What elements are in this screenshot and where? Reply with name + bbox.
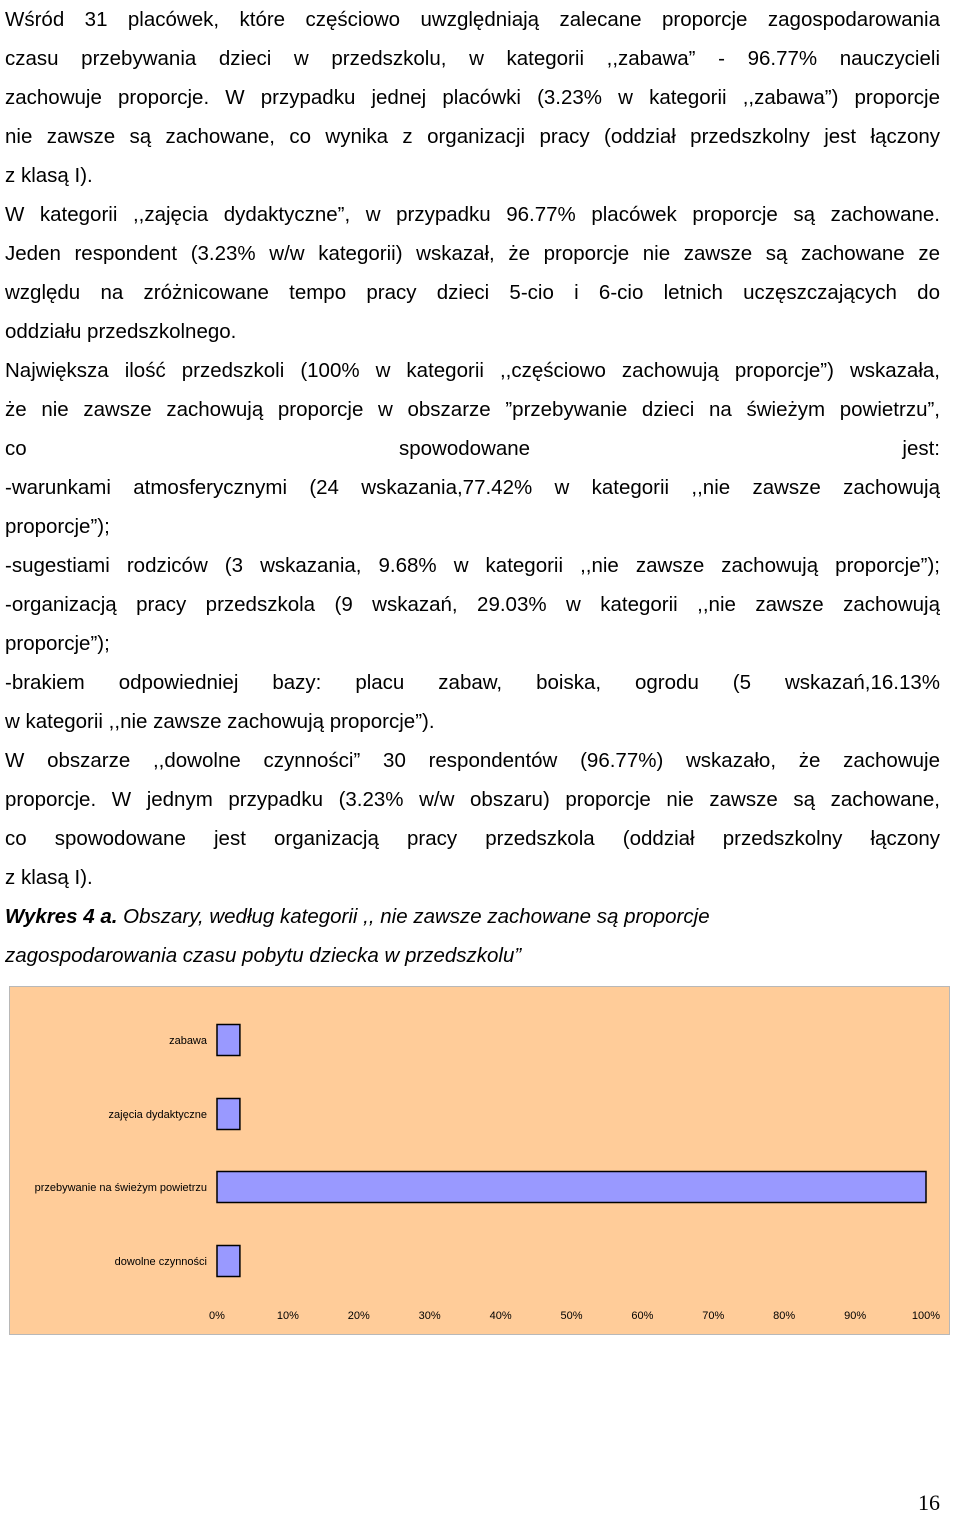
text-line: proporcje”); xyxy=(5,632,110,655)
bar xyxy=(217,1246,240,1277)
document-page xyxy=(5,0,940,975)
text-line: że nie zawsze zachowują proporcje w obszarze ”przebywanie dzieci na świeżym powietrzu”, xyxy=(5,398,940,421)
text-line: -warunkami atmosferycznymi (24 wskazania,77.42% w kategorii ,,nie zawsze zachowują xyxy=(5,476,940,499)
text-line: z klasą I). xyxy=(5,866,93,889)
category-label: przebywanie na świeżym powietrzu xyxy=(34,1182,207,1194)
x-tick-label: 90% xyxy=(844,1310,867,1322)
bar-chart xyxy=(9,986,950,1335)
bar-chart-svg xyxy=(10,987,949,1334)
text-line: z klasą I). xyxy=(5,164,93,187)
text-line: oddziału przedszkolnego. xyxy=(5,320,237,343)
text-line: proporcje. W jednym przypadku (3.23% w/w obszaru) proporcje nie zawsze są zachowane, xyxy=(5,788,940,811)
paragraph xyxy=(5,195,940,351)
category-label: dowolne czynności xyxy=(114,1256,207,1268)
text-line: -sugestiami rodziców (3 wskazania, 9.68% w kategorii ,,nie zawsze zachowują proporcje”); xyxy=(5,554,940,577)
category-label: zajęcia dydaktyczne xyxy=(108,1109,207,1121)
text-line: Jeden respondent (3.23% w/w kategorii) wskazał, że proporcje nie zawsze są zachowane ze xyxy=(5,242,940,265)
chart-caption xyxy=(5,897,940,975)
x-tick-label: 20% xyxy=(347,1310,370,1322)
bar xyxy=(217,1099,240,1130)
text-line: zachowuje proporcje. W przypadku jednej placówki (3.23% w kategorii ,,zabawa”) proporcje xyxy=(5,86,940,109)
text-line: Największa ilość przedszkoli (100% w kategorii ,,częściowo zachowują proporcje”) wskazała, xyxy=(5,359,940,382)
bar xyxy=(217,1172,926,1203)
text-line: czasu przebywania dzieci w przedszkolu, w kategorii ,,zabawa” - 96.77% nauczycieli xyxy=(5,47,940,70)
caption-text-line2: zagospodarowania czasu pobytu dziecka w przedszkolu” xyxy=(5,944,522,967)
x-tick-label: 0% xyxy=(209,1310,225,1322)
text-line: proporcje”); xyxy=(5,515,110,538)
category-label: zabawa xyxy=(169,1035,207,1047)
x-tick-label: 10% xyxy=(276,1310,299,1322)
text-line: -organizacją pracy przedszkola (9 wskazań, 29.03% w kategorii ,,nie zawsze zachowują xyxy=(5,593,940,616)
x-tick-label: 50% xyxy=(560,1310,583,1322)
text-line: Wśród 31 placówek, które częściowo uwzględniają zalecane proporcje zagospodarowania xyxy=(5,8,940,31)
text-line: co spowodowane jest organizacją pracy przedszkola (oddział przedszkolny łączony xyxy=(5,827,940,850)
text-line: w kategorii ,,nie zawsze zachowują proporcje”). xyxy=(5,710,435,733)
x-tick-label: 40% xyxy=(489,1310,512,1322)
paragraph xyxy=(5,741,940,897)
text-line: -brakiem odpowiedniej bazy: placu zabaw, boiska, ogrodu (5 wskazań,16.13% xyxy=(5,671,940,694)
x-tick-label: 70% xyxy=(702,1310,725,1322)
x-tick-label: 30% xyxy=(418,1310,441,1322)
x-tick-label: 100% xyxy=(911,1310,941,1322)
text-line: co spowodowane jest: xyxy=(5,437,940,460)
paragraph xyxy=(5,0,940,195)
text-body xyxy=(5,0,940,897)
caption-text-line1: Obszary, według kategorii ,, nie zawsze zachowane są proporcje xyxy=(117,905,710,928)
caption-label: Wykres 4 a. xyxy=(5,905,118,928)
text-line: względu na zróżnicowane tempo pracy dzieci 5-cio i 6-cio letnich uczęszczających do xyxy=(5,281,940,304)
x-tick-label: 80% xyxy=(773,1310,796,1322)
text-line: W obszarze ,,dowolne czynności” 30 respondentów (96.77%) wskazało, że zachowuje xyxy=(5,749,940,772)
page-number: 16 xyxy=(918,1490,940,1515)
text-line: W kategorii ,,zajęcia dydaktyczne”, w przypadku 96.77% placówek proporcje są zachowane. xyxy=(5,203,940,226)
x-tick-label: 60% xyxy=(631,1310,654,1322)
paragraph xyxy=(5,351,940,741)
text-line: nie zawsze są zachowane, co wynika z organizacji pracy (oddział przedszkolny jest łączony xyxy=(5,125,940,148)
bar xyxy=(217,1025,240,1056)
